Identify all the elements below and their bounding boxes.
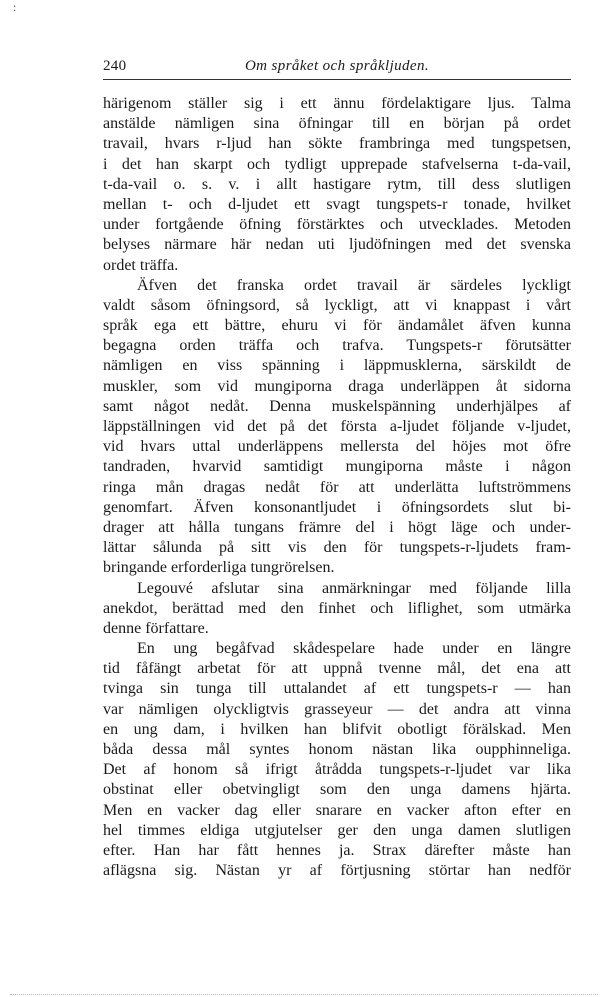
text-line: var nämligen olyckligtvis grasseyeur — det andra att vinna [103,700,571,718]
text-line: begagna orden träffa och trafva. Tungspets-r förutsätter [103,337,571,355]
text-line: härigenom ställer sig i ett ännu fördelaktigare ljus. Talma [103,95,571,112]
running-title: Om språket och språkljuden. [244,58,430,74]
text-line: obstinat eller obetvingligt som den unga damens hjärta. [103,781,571,799]
text-line: nämligen en viss spänning i läppmusklerna, särskildt de [103,357,571,375]
text-line: läppställningen vid det på det första a-ljudet följande v-ljudet, [103,418,571,435]
text-line: aflägsna sig. Nästan yr af förtjusning störtar han nedför [103,862,571,880]
text-line: tid fåfängt arbetat för att uppnå tvenne mål, det ena att [103,660,571,678]
margin-mark: : [13,0,17,14]
text-line: båda dessa mål syntes honom nästan lika oupphinneliga. [103,741,571,758]
text-line: en ung dam, i hvilken han blifvit obotligt förälskad. Men [103,720,571,738]
text-line: språk ega ett bättre, ehuru vi för ändamålet äfven kunna [103,317,571,335]
bottom-edge-marks [10,994,598,995]
text-line: anekdot, berättad med den finhet och liflighet, som utmärka [103,599,571,617]
text-line: lättar sålunda på sitt vis den för tungspets-r-ljudets fram- [103,539,571,557]
text-line: mellan t- och d-ljudet ett svagt tungspets-r tonade, hvilket [103,195,571,213]
text-line: efter. Han har fått hennes ja. Strax därefter måste han [103,841,571,859]
text-line: Äfven det franska ordet travail är särdeles lyckligt [137,276,571,294]
text-line: t-da-vail o. s. v. i allt hastigare rytm, till dess slutligen [103,175,571,193]
text-line: i det han skarpt och tydligt upprepade stafvelserna t-da-vail, [103,155,571,173]
text-line: samt något nedåt. Denna muskelspänning underhjälpes af [103,397,571,415]
text-line: Det af honom så ifrigt åtrådda tungspets-r-ljudet var lika [103,761,571,779]
text-line: muskler, som vid mungiporna draga underläppen åt sidorna [103,377,571,395]
text-line: denne författare. [103,619,209,637]
page-number: 240 [103,58,127,74]
text-line: tandraden, hvarvid samtidigt mungiporna måste i någon [103,458,571,476]
page-header [103,58,571,80]
text-line: drager att hålla tungans främre del i högt läge och under- [103,518,571,536]
text-line: genomfart. Äfven konsonantljudet i öfningsordets slut bi- [103,498,571,516]
text-line: vid hvars uttal underläppens mellersta del höjes mot öfre [103,438,571,456]
text-line: anstälde nämligen sina öfningar till en början på ordet [103,115,571,133]
header-rule [103,79,571,80]
text-line: tvinga sin tunga till uttalandet af ett tungspets-r — han [103,680,571,698]
text-line: under fortgående öfning förstärktes och utvecklades. Metoden [103,216,571,234]
text-line: Men en vacker dag eller snarare en vacker afton efter en [103,801,571,819]
text-line: belyses närmare här nedan uti ljudöfningen med det svenska [103,236,571,254]
text-line: Legouvé afslutar sina anmärkningar med följande lilla [137,579,571,597]
body-text [103,94,571,881]
text-line: valdt såsom öfningsord, så lyckligt, att vi knappast i vårt [103,296,571,314]
text-line: hel timmes eldiga utgjutelser ger den unga damen slutligen [103,821,571,839]
text-line: En ung begåfvad skådespelare hade under en längre [137,640,571,658]
text-line: travail, hvars r-ljud han sökte frambringa med tungspetsen, [103,135,571,153]
text-line: ordet träffa. [103,256,179,274]
text-line: bringande erforderliga tungrörelsen. [103,559,335,577]
text-line: ringa mån dragas nedåt för att underlätta luftströmmens [103,478,571,496]
